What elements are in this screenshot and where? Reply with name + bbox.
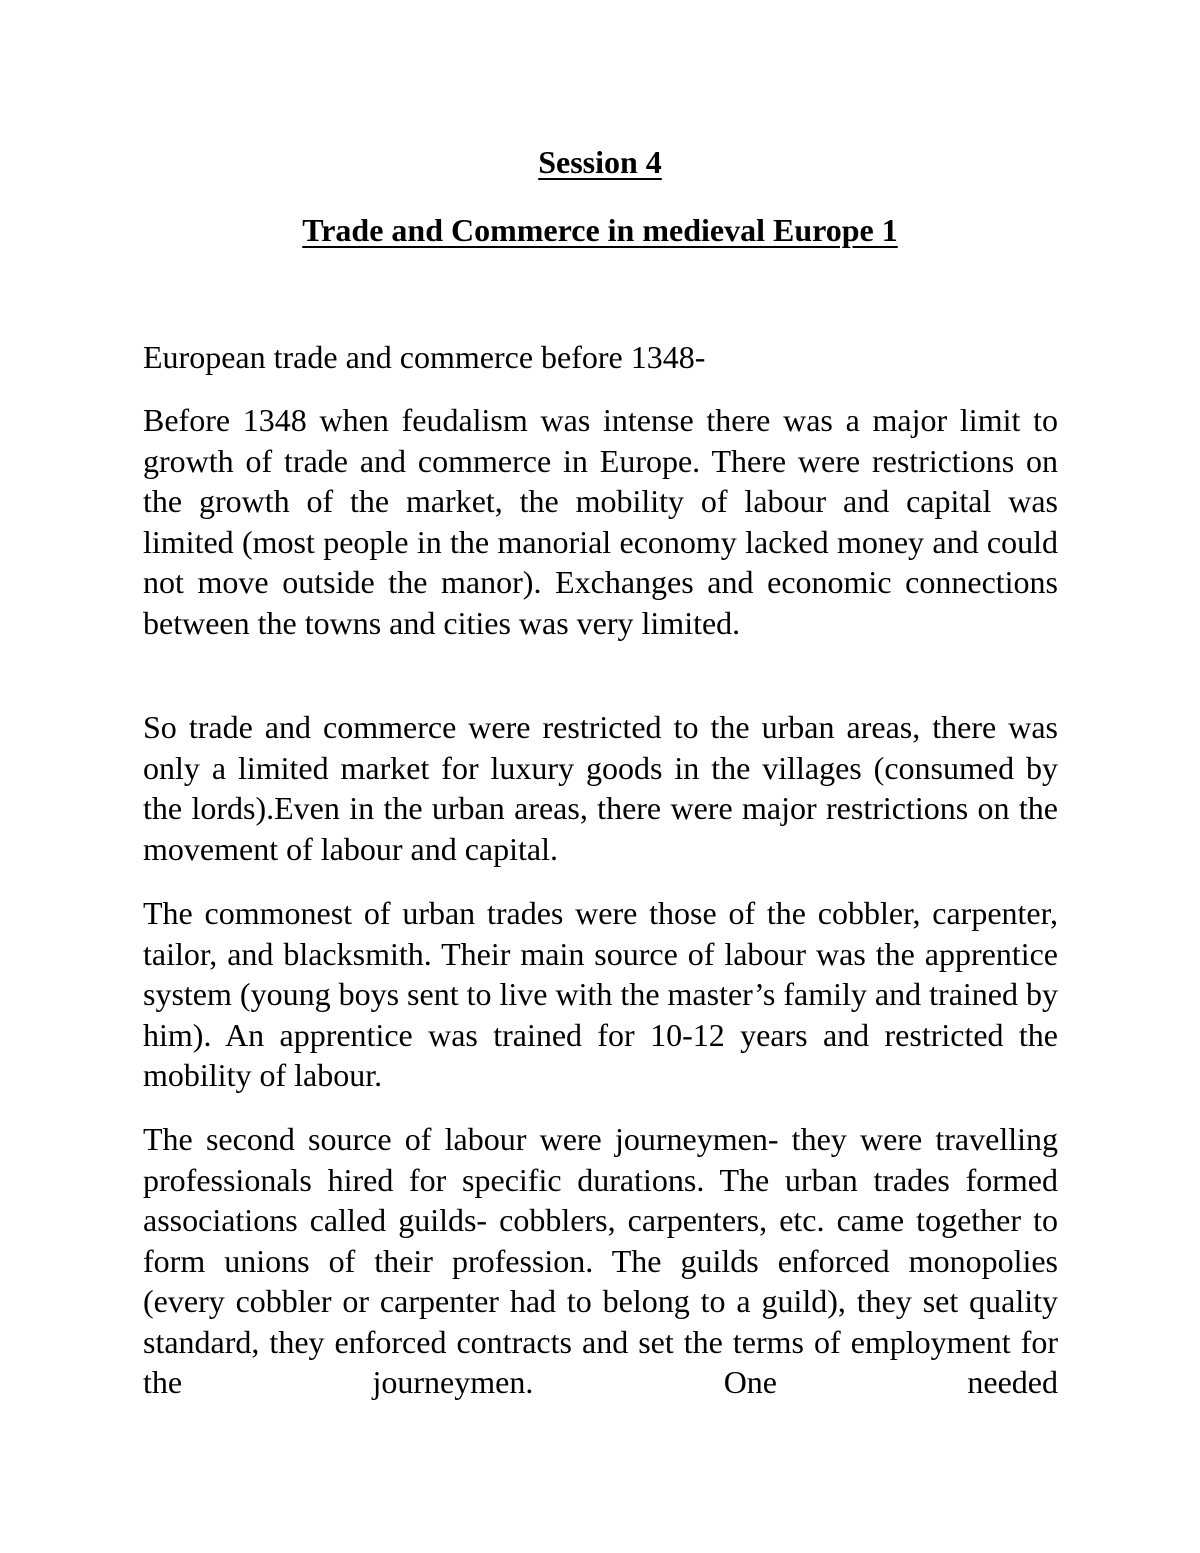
section-subheading: European trade and commerce before 1348- — [143, 339, 706, 375]
paragraph-feudalism-limits: Before 1348 when feudalism was intense there was a major limit to growth of trade and commerce in Europe. There were restrictions on the growth of the market, the mobility of labour and capital was limited (most people in the manorial economy lacked money and could not move outside the manor). Exchanges and economic connections between the towns and cities was very limited. — [143, 402, 1058, 641]
paragraph-urban-restrictions: So trade and commerce were restricted to the urban areas, there was only a limited market for luxury goods in the villages (consumed by the lords).Even in the urban areas, there were major restrictions on the movement of labour and capital. — [143, 709, 1058, 867]
paragraph-journeymen-guilds: The second source of labour were journeymen- they were travelling professionals hired for specific durations. The urban trades formed associations called guilds- cobblers, carpenters, etc. came together to form unions of their profession. The guilds enforced monopolies (every cobbler or carpenter had to belong to a guild), they set quality standard, they enforced contracts and set the terms of employment for the journeymen. One needed — [143, 1121, 1058, 1400]
paragraph-urban-trades: The commonest of urban trades were those of the cobbler, carpenter, tailor, and blacksmith. Their main source of labour was the apprentice system (young boys sent to live with the master’s family and trained by him). An apprentice was trained for 10-12 years and restricted the mobility of labour. — [143, 895, 1058, 1093]
session-title: Session 4 — [538, 144, 662, 180]
page-title: Trade and Commerce in medieval Europe 1 — [302, 212, 898, 248]
